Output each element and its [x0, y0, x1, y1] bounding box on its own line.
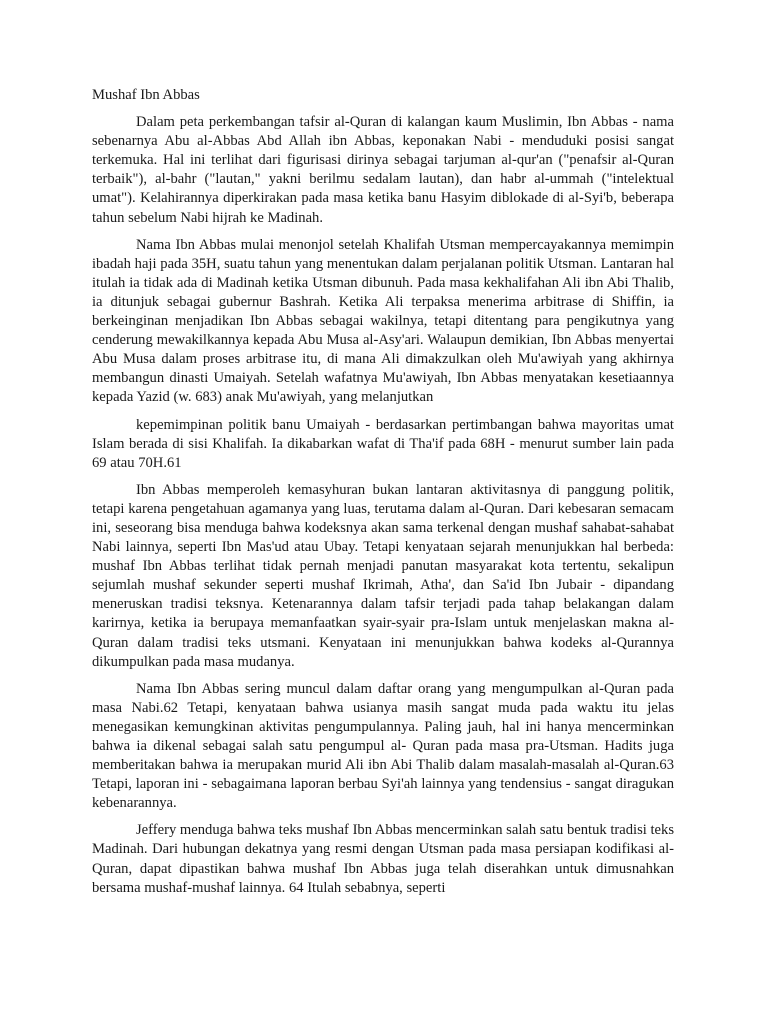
paragraph-political-career: Nama Ibn Abbas mulai menonjol setelah Khalifah Utsman mempercayakannya memimpin ibadah haji pada 35H, suatu tahun yang menentukan dalam perjalanan politik Utsman. Lantaran hal itulah ia tidak ada di Madinah ketika Utsman dibunuh. Pada masa kekhalifahan Ali ibn Abi Thalib, ia ditunjuk sebagai gubernur Bashrah. Ketika Ali terpaksa menerima arbitrase di Shiffin, ia berkeinginan menjadikan Ibn Abbas sebagai wakilnya, tetapi ditentang para pengikutnya yang cenderung mewakilkannya kepada Abu Musa al-Asy'ari. Walaupun demikian, Ibn Abbas menyertai Abu Musa dalam proses arbitrase itu, di mana Ali dimakzulkan oleh Mu'awiyah yang akhirnya membangun dinasti Umaiyah. Setelah wafatnya Mu'awiyah, Ibn Abbas menyatakan kesetiaannya kepada Yazid (w. 683) anak Mu'awiyah, yang melanjutkan	[92, 236, 674, 406]
paragraph-jeffery: Jeffery menduga bahwa teks mushaf Ibn Abbas mencerminkan salah satu bentuk tradisi teks Madinah. Dari hubungan dekatnya yang resmi dengan Utsman pada masa persiapan kodifikasi al- Quran, dapat dipastikan bahwa mushaf Ibn Abbas juga telah diserahkan untuk dimusnahkan bersama mushaf-mushaf lainnya. 64 Itulah sebabnya, seperti	[92, 822, 674, 896]
paragraph-collectors: Nama Ibn Abbas sering muncul dalam daftar orang yang mengumpulkan al-Quran pada masa Nabi.62 Tetapi, kenyataan bahwa usianya masih sangat muda pada waktu itu jelas menegasikan kemungkinan aktivitas pengumpulannya. Paling jauh, hal ini hanya mencerminkan bahwa ia dikenal sebagai salah satu pengumpul al- Quran pada masa pra-Utsman. Hadits juga memberitakan bahwa ia merupakan murid Ali ibn Abi Thalib dalam masalah-masalah al-Quran.63 Tetapi, laporan ini - sebagaimana laporan berbau Syi'ah lainnya yang tendensius - sangat diragukan kebenarannya.	[92, 680, 674, 812]
paragraph-intro: Dalam peta perkembangan tafsir al-Quran di kalangan kaum Muslimin, Ibn Abbas - nama sebenarnya Abu al-Abbas Abd Allah ibn Abbas, keponakan Nabi - menduduki posisi sangat terkemuka. Hal ini terlihat dari figurisasi dirinya sebagai tarjuman al-qur'an ("penafsir al-Quran terbaik"), al-bahr ("lautan," yakni berilmu sedalam lautan), dan habr al-ummah ("intelektual umat"). Kelahirannya diperkirakan pada masa ketika banu Hasyim diblokade di al-Syi'b, beberapa tahun sebelum Nabi hijrah ke Madinah.	[92, 114, 674, 226]
paragraph-reputation: Ibn Abbas memperoleh kemasyhuran bukan lantaran aktivitasnya di panggung politik, tetapi karena pengetahuan agamanya yang luas, terutama dalam al-Quran. Dari kebesaran semacam ini, seseorang bisa menduga bahwa kodeksnya akan sama terkenal dengan mushaf sahabat-sahabat Nabi lainnya, seperti Ibn Mas'ud atau Ubay. Tetapi kenyataan sejarah menunjukkan hal berbeda: mushaf Ibn Abbas terlihat tidak pernah menjadi panutan masyarakat kota tertentu, sekalipun sejumlah mushaf sekunder seperti mushaf Ikrimah, Atha', dan Sa'id Ibn Jubair - dipandang meneruskan tradisi teksnya. Ketenarannya dalam tafsir terjadi pada tahap belakangan dalam karirnya, ketika ia berupaya memanfaatkan syair-syair pra-Islam untuk menjelaskan makna al-Quran dalam tradisi teks utsmani. Kenyataan ini menunjukkan bahwa kodeks al-Qurannya dikumpulkan pada masa mudanya.	[92, 481, 674, 670]
document-title: Mushaf Ibn Abbas	[92, 87, 200, 103]
paragraph-continuation: kepemimpinan politik banu Umaiyah - berdasarkan pertimbangan bahwa mayoritas umat Islam berada di sisi Khalifah. Ia dikabarkan wafat di Tha'if pada 68H - menurut sumber lain pada 69 atau 70H.61	[92, 416, 674, 471]
document-page	[92, 86, 674, 906]
